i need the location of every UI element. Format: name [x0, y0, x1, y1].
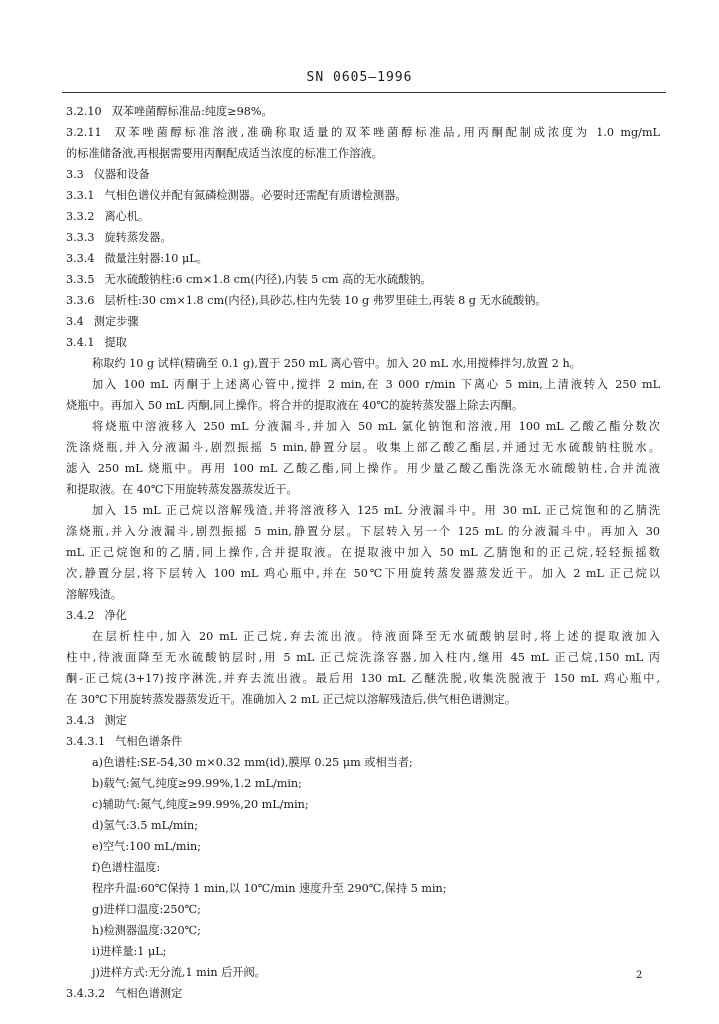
text-line: 称取约 10 g 试样(精确至 0.1 g),置于 250 mL 离心管中。加入 20 mL 水,用搅棒拌匀,放置 2 h。 — [92, 357, 581, 370]
page-number: 2 — [636, 970, 643, 981]
document-header-code: SN 0605—1996 — [306, 70, 413, 85]
text-line: 和提取液。在 40℃下用旋转蒸发器蒸发近干。 — [66, 483, 298, 496]
list-item: g)进样口温度:250℃; — [92, 903, 201, 916]
section-3-4-3-1-heading: 3.4.3.1 气相色谱条件 — [66, 735, 183, 748]
text-line: 将烧瓶中溶液移入 250 mL 分液漏斗,并加入 50 mL 氯化钠饱和溶液,用 100 mL 乙酸乙酯分数次 — [92, 420, 660, 433]
text-line: 涤烧瓶,并入分液漏斗,剧烈振摇 5 min,静置分层。下层转入另一个 125 mL 的分液漏斗中。再加入 30 — [66, 525, 660, 538]
list-item: b)载气:氮气,纯度≥99.99%,1.2 mL/min; — [92, 777, 302, 790]
text-line: 加入 100 mL 丙酮于上述离心管中,搅拌 2 min,在 3 000 r/min 下离心 5 min,上清液转入 250 mL — [92, 378, 660, 391]
text-line: 滤入 250 mL 烧瓶中。再用 100 mL 乙酸乙酯,同上操作。用少量乙酸乙酯洗涤无水硫酸钠柱,合并流液 — [66, 462, 660, 475]
list-item: a)色谱柱:SE-54,30 m×0.32 mm(id),膜厚 0.25 μm 或相当者; — [92, 756, 413, 769]
text-line: 烧瓶中。再加入 50 mL 丙酮,同上操作。将合并的提取液在 40℃的旋转蒸发器上除去丙酮。 — [66, 399, 524, 412]
text-line: 的标准储备液,再根据需要用丙酮配成适当浓度的标准工作溶液。 — [66, 147, 383, 160]
text-line: 在层析柱中,加入 20 mL 正己烷,弃去流出液。待液面降至无水硫酸钠层时,将上述的提取液加入 — [92, 630, 660, 643]
document-body — [66, 101, 660, 1004]
text-line: mL 正己烷饱和的乙腈,同上操作,合并提取液。在提取液中加入 50 mL 乙腈饱和的正己烷,轻轻振摇数 — [66, 546, 660, 559]
section-3-3-6: 3.3.6 层析柱:30 cm×1.8 cm(内径),具砂芯,柱内先装 10 g 弗罗里硅土,再装 8 g 无水硫酸钠。 — [66, 294, 547, 307]
section-3-4-3-heading: 3.4.3 测定 — [66, 714, 127, 727]
text-line: 加入 15 mL 正己烷以溶解残渣,并将溶液移入 125 mL 分液漏斗中。用 30 mL 正己烷饱和的乙腈洗 — [92, 504, 660, 517]
section-3-2-10: 3.2.10 双苯唑菌醇标准品:纯度≥98%。 — [66, 105, 273, 118]
section-3-4-2-heading: 3.4.2 净化 — [66, 609, 127, 622]
text-line: 洗涤烧瓶,并入分液漏斗,剧烈振摇 5 min,静置分层。收集上部乙酸乙酯层,并通过无水硫酸钠柱脱水。 — [66, 441, 660, 454]
header-rule — [62, 92, 666, 93]
section-3-4-heading: 3.4 测定步骤 — [66, 315, 139, 328]
list-item: 程序升温:60℃保持 1 min,以 10℃/min 速度升至 290℃,保持 5 min; — [92, 882, 447, 895]
text-line: 酮-正己烷(3+17)按序淋洗,并弃去流出液。最后用 130 mL 乙醚洗脱,收集洗脱液于 150 mL 鸡心瓶中, — [66, 672, 660, 685]
section-3-3-4: 3.3.4 微量注射器:10 μL。 — [66, 252, 208, 265]
list-item: i)进样量:1 μL; — [92, 945, 167, 958]
list-item: d)氢气:3.5 mL/min; — [92, 819, 198, 832]
text-line: 次,静置分层,将下层转入 100 mL 鸡心瓶中,并在 50℃下用旋转蒸发器蒸发近干。加入 2 mL 正己烷以 — [66, 567, 660, 580]
section-3-4-1-heading: 3.4.1 提取 — [66, 336, 127, 349]
list-item: j)进样方式:无分流,1 min 后开阀。 — [92, 966, 266, 979]
section-3-3-1: 3.3.1 气相色谱仪并配有氮磷检测器。必要时还需配有质谱检测器。 — [66, 189, 407, 202]
text-line: 柱中,待液面降至无水硫酸钠层时,用 5 mL 正己烷洗涤容器,加入柱内,继用 45 mL 正己烷,150 mL 丙 — [66, 651, 660, 664]
section-3-3-3: 3.3.3 旋转蒸发器。 — [66, 231, 172, 244]
text-line: 在 30℃下用旋转蒸发器蒸发近干。准确加入 2 mL 正己烷以溶解残渣后,供气相色谱测定。 — [66, 693, 517, 706]
section-3-4-3-2-heading: 3.4.3.2 气相色谱测定 — [66, 987, 183, 1000]
section-3-3-5: 3.3.5 无水硫酸钠柱:6 cm×1.8 cm(内径),内装 5 cm 高的无水硫酸钠。 — [66, 273, 432, 286]
list-item: f)色谱柱温度: — [92, 861, 161, 874]
list-item: h)检测器温度:320℃; — [92, 924, 201, 937]
list-item: c)辅助气:氮气,纯度≥99.99%,20 mL/min; — [92, 798, 309, 811]
list-item: e)空气:100 mL/min; — [92, 840, 202, 853]
text-line: 溶解残渣。 — [66, 588, 122, 601]
section-3-2-11: 3.2.11 双苯唑菌醇标准溶液,准确称取适量的双苯唑菌醇标准品,用丙酮配制成浓度为 1.0 mg/mL — [66, 126, 660, 139]
section-3-3-2: 3.3.2 离心机。 — [66, 210, 150, 223]
section-3-3-heading: 3.3 仪器和设备 — [66, 168, 150, 181]
